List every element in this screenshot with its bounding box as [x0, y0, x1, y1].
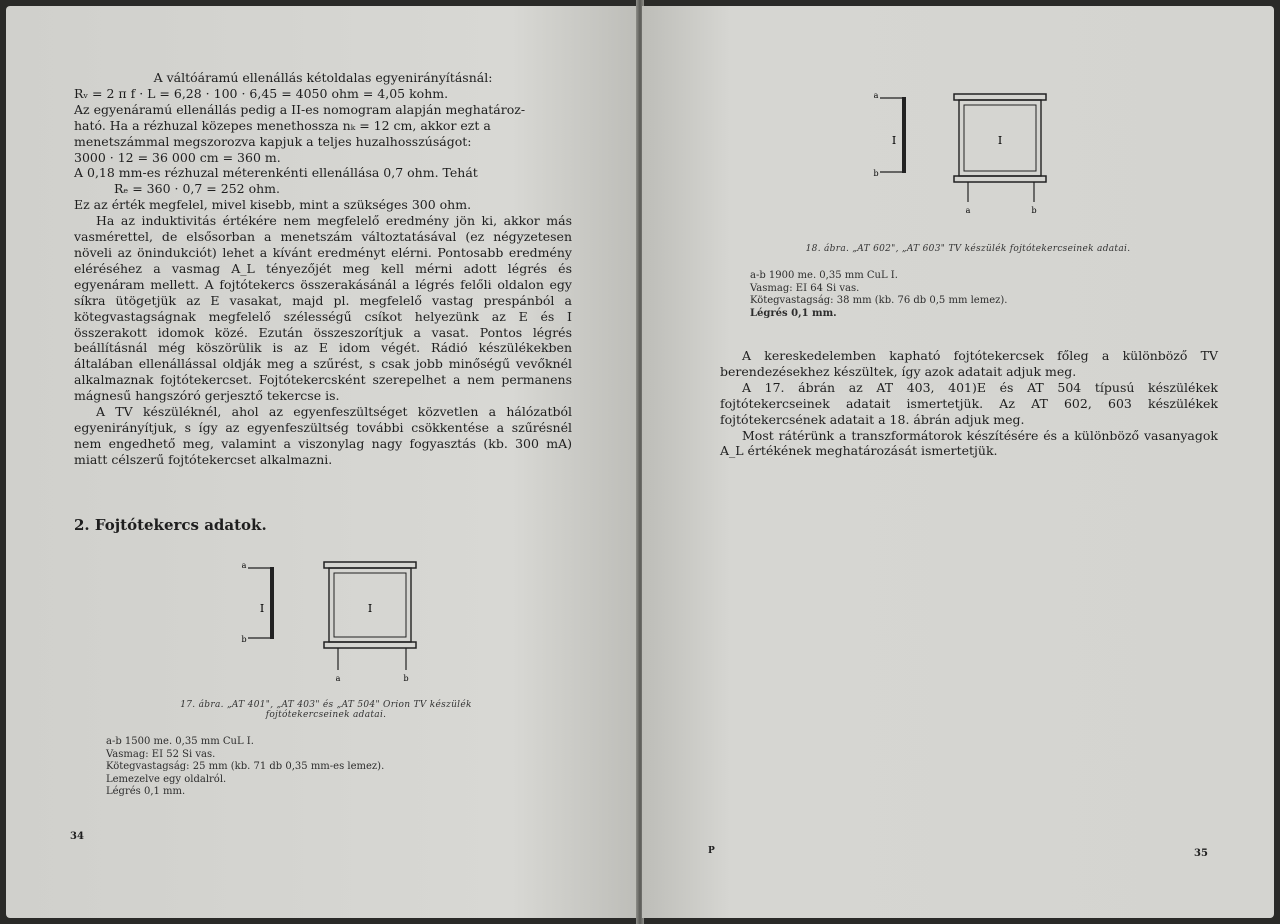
pin-a-label: a — [965, 206, 971, 215]
text-line: menetszámmal megszorozva kapjuk a teljes huzalhosszúságot: — [74, 133, 472, 149]
figure-18-caption: 18. ábra. „AT 602", „AT 603" TV készülék fojtótekercseinek adatai. — [805, 244, 1131, 254]
text-line: A 0,18 mm-es rézhuzal méterenkénti ellenállása 0,7 ohm. Tehát — [74, 165, 478, 181]
paragraph: A TV készüléknél, ahol az egyenfeszültséget közvetlen a hálózatból egyenirányítjuk, s így az egyenfeszültség további csökkentése a szűrésnél nem engedhető meg, valamint a viszonylag nagy fogyasztás (kb. 300 mA) miatt célszerű fojtótekercset alkalmazni. — [74, 404, 572, 467]
text-line: Ez az érték megfelel, mivel kisebb, mint a szükséges 300 ohm. — [74, 197, 472, 213]
formula-line: 3000 · 12 = 36 000 cm = 360 m. — [74, 149, 281, 165]
spec-line: Kötegvastagság: 25 mm (kb. 71 db 0,35 mm-es lemez). — [106, 761, 385, 773]
left-page — [6, 6, 638, 918]
section-title: 2. Fojtótekercs adatok. — [74, 516, 267, 534]
figure-18-diagram — [868, 86, 1058, 216]
paragraph: A kereskedelemben kapható fojtótekercsek főleg a különböző TV berendezésekhez készültek, így azok adatait adjuk meg. — [720, 348, 1218, 379]
figure-17-diagram — [234, 554, 424, 684]
text-line: ható. Ha a rézhuzal közepes menethossza nₖ = 12 cm, akkor ezt a — [74, 117, 491, 133]
terminal-b-label: b — [241, 635, 247, 644]
paragraph: Ha az induktivitás értékére nem megfelelő eredmény jön ki, akkor más vasmérettel, de elsősorban a menetszám változtatásával (ez négyzetesen növeli az önindukciót) lehet a kívánt eredményt elérni. Pontosabb eredmény eléréséhez a vasmag A_L tényezőjét meg kell mérni adott légrés és egyenáram mellett. A fojtótekercs összerakásánál a légrés felőli oldalon egy síkra ütögetjük az E vasakat, majd pl. megfelelő vastag prespánból a kötegvastagságnak megfelelő szélességű csíkot helyezünk az E és I összerakott idomok közé. Ezután összeszorítjuk a vasat. Pontos légrés beállításnál még köszörülik is az E idom végét. Rádió készülékekben általában ellenállással oldják meg a szűrést, s csak jobb minőségű vevőknél alkalmaznak fojtótekercset. Fojtótekercsként szerepelhet a nem permanens mágnesű hangszóró gerjesztő tekercse is. — [74, 213, 572, 404]
coil-label: I — [259, 602, 265, 615]
coil-symbol — [873, 91, 906, 178]
terminal-b-label: b — [873, 169, 879, 178]
text-line: Az egyenáramú ellenállás pedig a II-es nomogram alapján meghatároz- — [74, 101, 526, 117]
caption-line: fojtótekercseinek adatai. — [265, 710, 387, 720]
spec-line: Lemezelve egy oldalról. — [106, 773, 227, 785]
paragraph: Most rátérünk a transzformátorok készítésére és a különböző vasanyagok A_L értékének meghatározását ismertetjük. — [720, 427, 1218, 459]
spec-line: Kötegvastagság: 38 mm (kb. 76 db 0,5 mm lemez). — [750, 295, 1008, 307]
core-symbol — [954, 94, 1046, 215]
spec-line: Vasmag: EI 52 Si vas. — [106, 748, 216, 760]
core-label: I — [997, 134, 1003, 147]
spec-line: a-b 1500 me. 0,35 mm CuL I. — [106, 736, 254, 747]
pin-a-label: a — [335, 674, 341, 683]
formula-line: Rᵥ = 2 π f · L = 6,28 · 100 · 6,45 = 4050 ohm = 4,05 kohm. — [74, 85, 449, 101]
caption-line: 17. ábra. „AT 401", „AT 403" és „AT 504" Orion TV készülék — [180, 700, 472, 710]
page-number: 35 — [1194, 848, 1208, 859]
formula-line: Rₑ = 360 · 0,7 = 252 ohm. — [114, 181, 280, 197]
left-body-text — [74, 70, 572, 468]
terminal-a-label: a — [873, 91, 879, 100]
page-number: 34 — [70, 831, 84, 842]
figure-17-caption — [106, 700, 546, 720]
coil-symbol — [241, 561, 274, 644]
coil-label: I — [891, 134, 897, 147]
right-page — [642, 6, 1274, 918]
terminal-a-label: a — [241, 561, 247, 570]
footer-mark: P — [708, 846, 715, 856]
paragraph: A váltóáramú ellenállás kétoldalas egyenirányításnál: — [153, 70, 493, 85]
figure-18-specs — [750, 270, 1170, 320]
pin-b-label: b — [1031, 206, 1037, 215]
pin-b-label: b — [403, 674, 409, 683]
spec-line: Légrés 0,1 mm. — [106, 786, 186, 798]
core-label: I — [367, 602, 373, 615]
figure-17-specs — [106, 736, 526, 799]
spec-line: a-b 1900 me. 0,35 mm CuL I. — [750, 270, 898, 281]
spec-line: Légrés 0,1 mm. — [750, 307, 837, 319]
spec-line: Vasmag: EI 64 Si vas. — [750, 282, 860, 294]
right-body-text — [720, 348, 1218, 459]
paragraph: A 17. ábrán az AT 403, 401)E és AT 504 típusú készülékek fojtótekercseinek adatait ismertetjük. Az AT 602, 603 készülékek fojtótekercsének adatait a 18. ábrán adjuk meg. — [720, 379, 1218, 427]
core-symbol — [324, 562, 416, 683]
